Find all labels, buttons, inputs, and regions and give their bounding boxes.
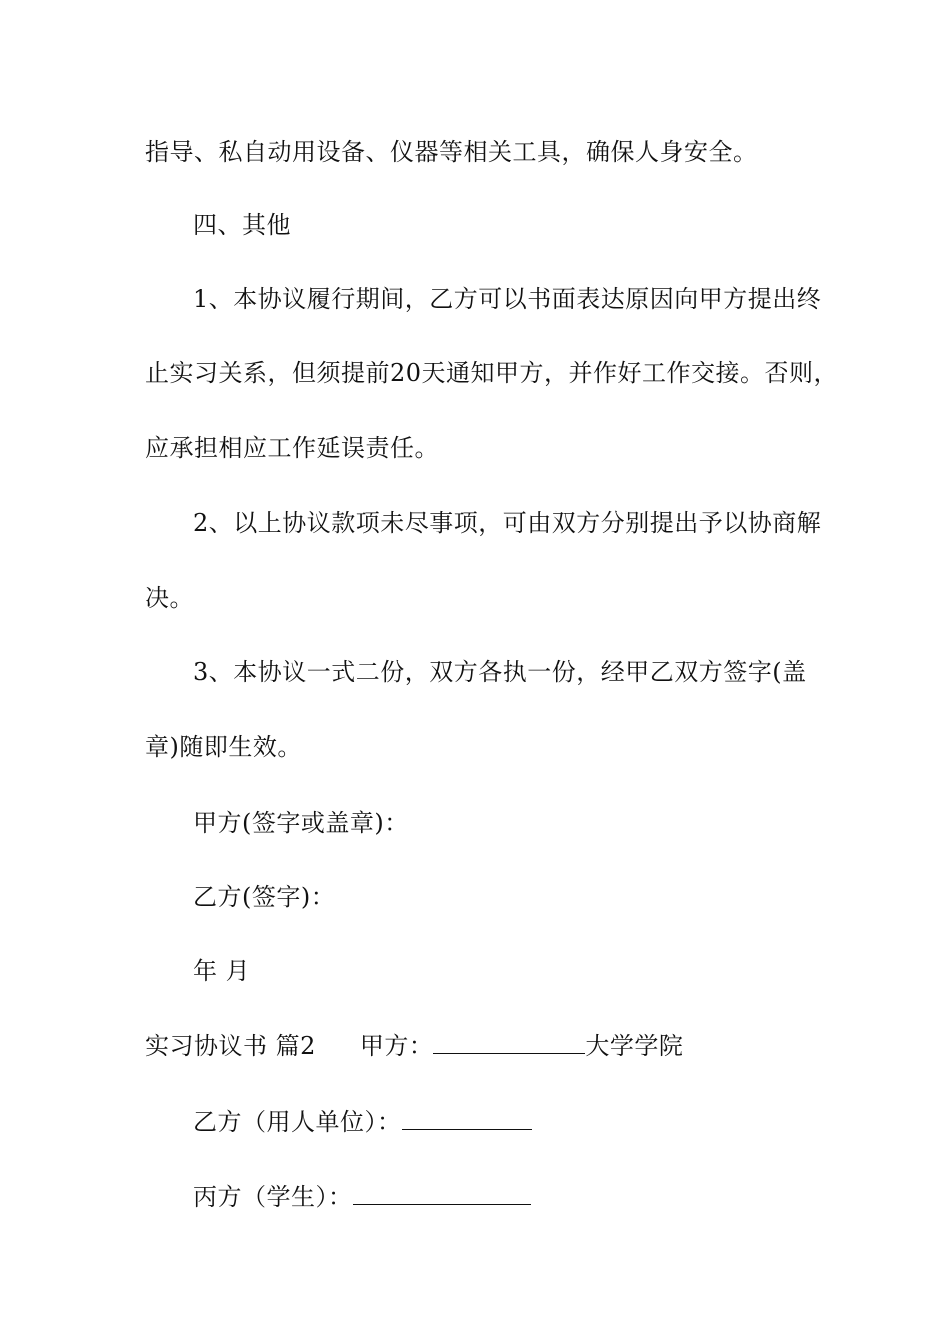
signature-party-b: 乙方(签字)： [193,883,336,911]
paragraph-line: 指导、私自动用设备、仪器等相关工具，确保人身安全。 [145,138,758,166]
party-b-line [193,1107,532,1137]
signature-party-a: 甲方(签字或盖章)： [193,809,409,837]
party-a-label: 甲方： [359,1032,434,1060]
party-a-suffix: 大学学院 [585,1032,684,1060]
section-heading: 四、其他 [193,211,291,239]
paragraph-line: 应承担相应工作延误责任。 [145,434,439,462]
party-c-label: 丙方（学生）： [193,1183,353,1211]
party-b-blank-line [402,1107,532,1130]
paragraph-line: 2、以上协议款项未尽事项，可由双方分别提出予以协商解 [193,509,822,537]
paragraph-line: 决。 [145,584,194,612]
paragraph-line: 1、本协议履行期间，乙方可以书面表达原因向甲方提出终 [193,285,822,313]
party-b-label: 乙方（用人单位）： [193,1108,402,1136]
paragraph-line: 止实习关系，但须提前20天通知甲方，并作好工作交接。否则， [145,359,839,387]
party-c-line [193,1182,531,1212]
agreement-2-header [145,1031,683,1061]
paragraph-line: 章)随即生效。 [145,733,302,761]
signature-date: 年 月 [193,957,251,985]
party-c-blank-line [353,1182,531,1205]
party-a-blank-line [433,1031,585,1054]
agreement-2-title: 实习协议书 篇2 [145,1032,316,1060]
paragraph-line: 3、本协议一式二份，双方各执一份，经甲乙双方签字(盖 [193,658,807,686]
